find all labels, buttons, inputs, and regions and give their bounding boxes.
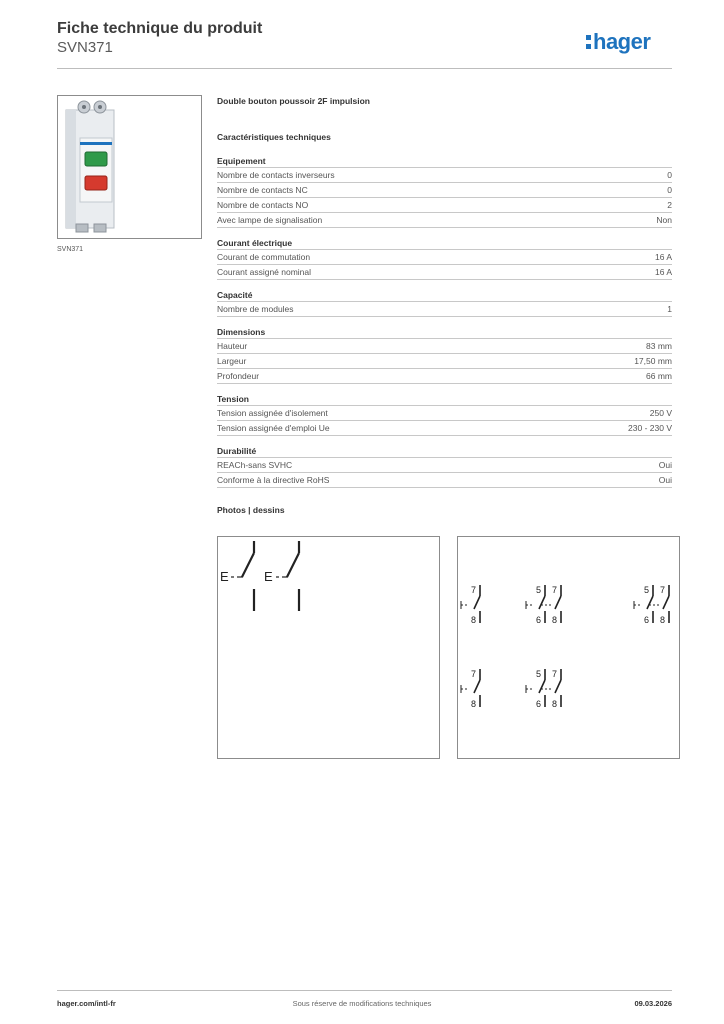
spec-group (217, 326, 672, 384)
terminal-number: 7 (471, 585, 477, 595)
spec-value: 16 A (654, 267, 672, 277)
terminal-number: 6 (644, 615, 650, 625)
spec-value: Oui (658, 475, 672, 485)
terminal-number: 7 (552, 669, 558, 679)
spec-label: Largeur (217, 356, 247, 366)
terminal-number: 7 (552, 585, 558, 595)
spec-group-title: Capacité (217, 289, 672, 302)
spec-row (217, 183, 672, 198)
spec-value: 17,50 mm (634, 356, 672, 366)
terminal-number: 8 (471, 699, 477, 709)
product-image-caption: SVN371 (57, 246, 84, 253)
spec-label: Courant de commutation (217, 252, 311, 262)
terminal-number: 5 (644, 585, 650, 595)
product-description: Double bouton poussoir 2F impulsion (217, 96, 370, 106)
spec-value: 1 (667, 304, 672, 314)
spec-groups (217, 155, 672, 488)
product-code: SVN371 (57, 39, 113, 56)
diagram-set (461, 585, 669, 709)
spec-label: Nombre de contacts NO (217, 200, 309, 210)
specifications-panel (217, 96, 672, 515)
terminal-number: 8 (471, 615, 477, 625)
double-push-button-symbol (218, 537, 439, 758)
document-title: Fiche technique du produit (57, 20, 263, 37)
terminal-number: 8 (552, 699, 558, 709)
terminal-number: 8 (660, 615, 666, 625)
spec-label: Conforme à la directive RoHS (217, 475, 330, 485)
contact-line (663, 596, 669, 609)
footer-divider (57, 990, 672, 991)
spec-value: 16 A (654, 252, 672, 262)
spec-label: Tension assignée d'emploi Ue (217, 423, 330, 433)
spec-label: Courant assigné nominal (217, 267, 312, 277)
spec-group (217, 289, 672, 317)
spec-group-title: Durabilité (217, 445, 672, 458)
footer-website-link[interactable]: hager.com/intl-fr (57, 999, 116, 1008)
spec-group (217, 155, 672, 228)
contact-line (555, 596, 561, 609)
spec-group (217, 445, 672, 488)
terminal-number: 8 (552, 615, 558, 625)
spec-row (217, 458, 672, 473)
spec-group-title: Tension (217, 393, 672, 406)
brand-stripe (80, 142, 112, 145)
spec-label: REACh-sans SVHC (217, 460, 293, 470)
spec-value: 230 - 230 V (628, 423, 672, 433)
footer-date: 09.03.2026 (634, 999, 672, 1008)
contact-line (539, 596, 545, 609)
spec-label: Nombre de contacts NC (217, 185, 308, 195)
schematic-label: E (220, 569, 229, 584)
spec-row (217, 168, 672, 183)
spec-row (217, 421, 672, 436)
spec-row (217, 213, 672, 228)
spec-group-title: Dimensions (217, 326, 672, 339)
spec-value: 0 (667, 185, 672, 195)
contact-line (647, 596, 653, 609)
spec-row (217, 473, 672, 488)
spec-row (217, 354, 672, 369)
spec-row (217, 339, 672, 354)
spec-value: 66 mm (646, 371, 672, 381)
spec-label: Hauteur (217, 341, 248, 351)
contact-line (555, 680, 561, 693)
spec-value: Oui (658, 460, 672, 470)
contact-line (474, 680, 480, 693)
spec-row (217, 250, 672, 265)
logo-wordmark: hager (593, 29, 651, 54)
product-image-frame (57, 95, 202, 239)
spec-row (217, 369, 672, 384)
spec-group-title: Courant électrique (217, 237, 672, 250)
terminal-number: 7 (471, 669, 477, 679)
wiring-symbol-drawing (217, 536, 440, 759)
spec-row (217, 198, 672, 213)
contact-line (539, 680, 545, 693)
spec-value: 83 mm (646, 341, 672, 351)
spec-group (217, 237, 672, 280)
contact-line (474, 596, 480, 609)
spec-value: Non (656, 215, 672, 225)
terminal-number: 5 (536, 669, 542, 679)
red-button (85, 176, 107, 190)
terminal-number: 5 (536, 585, 542, 595)
spec-value: 2 (667, 200, 672, 210)
spec-label: Nombre de modules (217, 304, 294, 314)
logo-dot-bottom (586, 44, 591, 49)
spec-label: Avec lampe de signalisation (217, 215, 323, 225)
spec-label: Nombre de contacts inverseurs (217, 170, 335, 180)
spec-row (217, 265, 672, 280)
spec-group-title: Equipement (217, 155, 672, 168)
product-image (58, 96, 201, 238)
terminal-number: 6 (536, 615, 542, 625)
spec-value: 250 V (649, 408, 672, 418)
terminal-number: 6 (536, 699, 542, 709)
terminal-diagrams (458, 537, 679, 758)
spec-group (217, 393, 672, 436)
header-divider (57, 68, 672, 69)
spec-value: 0 (667, 170, 672, 180)
footer-notice: Sous réserve de modifications techniques (292, 999, 432, 1008)
specs-section-title: Caractéristiques techniques (217, 132, 331, 142)
logo-dot-top (586, 35, 591, 40)
hager-logo (586, 28, 672, 56)
spec-label: Tension assignée d'isolement (217, 408, 328, 418)
green-button (85, 152, 107, 166)
spec-row (217, 406, 672, 421)
schematic-label: E (264, 569, 273, 584)
spec-label: Profondeur (217, 371, 260, 381)
photos-section-title: Photos | dessins (217, 505, 285, 515)
terminal-number: 7 (660, 585, 666, 595)
terminal-diagrams-drawing (457, 536, 680, 759)
spec-row (217, 302, 672, 317)
